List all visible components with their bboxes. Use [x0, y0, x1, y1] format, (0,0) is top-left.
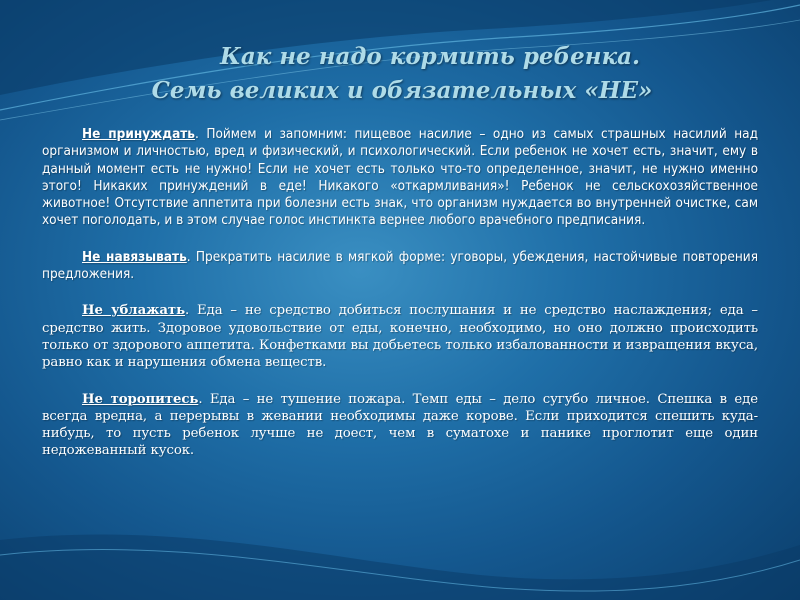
paragraph-ne-toropites: [42, 391, 758, 460]
paragraph-heading: Не принуждать: [82, 126, 195, 142]
paragraph-ne-prinuzhdat: [42, 126, 758, 230]
paragraph-text: . Еда – не средство добиться послушания и не средство наслаждения; еда – средство жить. Здоровое удовольствие от еды, конечно, необходимо, но оно должно происходить только от здорового аппетита. Конфетками вы добьетесь только избалованности и извращения вкуса, равно как и нарушения обмена веществ.: [42, 303, 758, 371]
slide-title: [0, 40, 800, 108]
title-line-1: Как не надо кормить ребенка.: [219, 43, 641, 70]
paragraph-text: . Еда – не тушение пожара. Темп еды – дело сугубо личное. Спешка в еде всегда вредна, а перерывы в жевании необходимы даже корове. Если приходится спешить куда-нибудь, то пусть ребенок лучше не доест, чем в суматохе и панике проглотит еще один недожеванный кусок.: [42, 391, 759, 459]
paragraph-ne-navyazyvat: [42, 249, 758, 284]
title-line-2: Семь великих и обязательных «НЕ»: [151, 77, 653, 104]
paragraph-heading: Не навязывать: [82, 248, 187, 265]
paragraph-ne-ublazhat: [42, 302, 758, 371]
paragraph-heading: Не торопитесь: [82, 391, 199, 407]
paragraph-heading: Не ублажать: [82, 303, 185, 319]
slide-body: [42, 126, 758, 479]
paragraph-text: . Поймем и запомним: пищевое насилие – одно из самых страшных насилий над организмом и личностью, вред и физический, и психологический. Если ребенок не хочет есть, значит, ему в данный момент есть не нужно! Если не хочет есть только что-то определенное, значит, не нужно именно этого! Никаких принуждений в еде! Никакого «откармливания»! Ребенок не сельскохозяйственное животное! Отсутствие аппетита при болезни есть знак, что организм нуждается во внутренней очистке, сам хочет поголодать, и в этом случае голос инстинкта вернее любого врачебного предписания.: [42, 126, 758, 229]
paragraph-text: . Прекратить насилие в мягкой форме: уговоры, убеждения, настойчивые повторения предложения.: [42, 248, 758, 283]
